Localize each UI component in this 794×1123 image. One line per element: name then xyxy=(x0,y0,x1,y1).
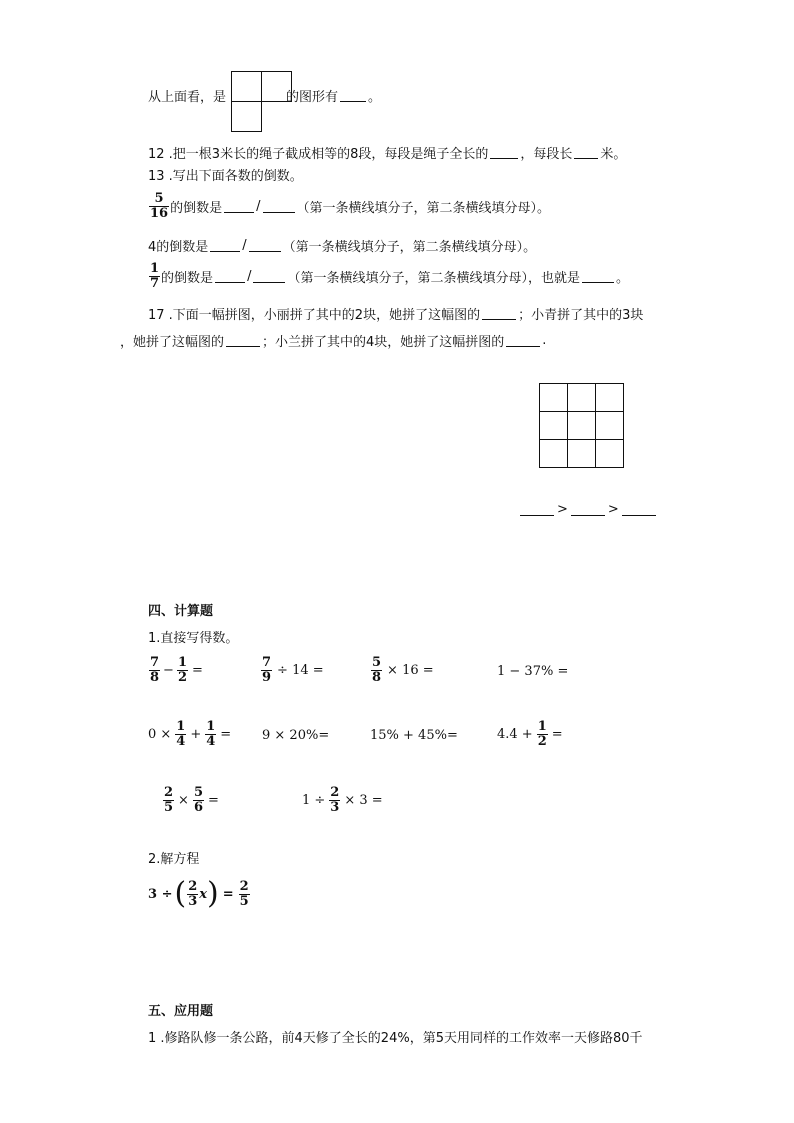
greater-than: > xyxy=(557,502,568,517)
q11-answer-blank[interactable] xyxy=(340,89,366,102)
q17-line1 xyxy=(148,304,643,323)
section4-p1-title: 1.直接写得数。 xyxy=(148,631,239,646)
q13-line1 xyxy=(148,192,550,221)
q17-line2 xyxy=(120,331,546,350)
q17-compare xyxy=(520,502,656,517)
puzzle-cell xyxy=(595,411,624,440)
calc-c1: $\frac{2}{5}$ × $\frac{5}{6}$ = xyxy=(164,785,219,815)
q13-line3-blank-result[interactable] xyxy=(582,270,614,283)
q12-blank-fraction[interactable] xyxy=(490,146,518,159)
slash: / xyxy=(242,238,247,253)
q13-line2 xyxy=(148,236,536,255)
puzzle-cell xyxy=(567,411,596,440)
q17-line2c: . xyxy=(542,333,547,348)
puzzle-cell xyxy=(539,383,568,412)
q12-line xyxy=(148,143,626,162)
puzzle-cell xyxy=(539,439,568,468)
calc-b1: 0 × $\frac{1}{4}$ + $\frac{1}{4}$ = xyxy=(148,719,232,749)
equation: 3 ÷ ( $\frac{2}{3}$ x ) = $\frac{2}{5}$ xyxy=(148,876,249,911)
q13-line3 xyxy=(148,262,629,291)
q12-blank-length[interactable] xyxy=(574,146,598,159)
q13-line3-blank-num[interactable] xyxy=(215,270,245,283)
q12-text2: ，每段长 xyxy=(520,147,573,162)
q17-line1a: 17 .下面一幅拼图，小丽拼了其中的2块，她拼了这幅图的 xyxy=(148,308,481,323)
q17-blank-li[interactable] xyxy=(482,307,516,320)
top-view-cell xyxy=(231,71,262,102)
q13-line3-end: 。 xyxy=(615,271,629,286)
slash: / xyxy=(247,269,252,284)
puzzle-cell xyxy=(595,439,624,468)
q13-line3-blank-den[interactable] xyxy=(253,270,285,283)
top-view-cell xyxy=(261,71,292,102)
q13-line2-text: 4的倒数是 xyxy=(148,240,209,255)
q13-line1-blank-num[interactable] xyxy=(224,200,254,213)
q11-prefix: 从上面看，是 xyxy=(148,90,227,105)
q11-suffix: 的图形有 xyxy=(286,90,339,105)
q13-line3-note: （第一条横线填分子，第二条横线填分母），也就是 xyxy=(287,271,580,286)
q13-line1-text: 的倒数是 xyxy=(170,201,223,216)
q17-line2b: ；小兰拼了其中的4块，她拼了这幅拼图的 xyxy=(262,335,505,350)
section4-p2-title: 2.解方程 xyxy=(148,852,200,867)
compare-blank-3[interactable] xyxy=(622,503,656,516)
calc-b4: 4.4 + $\frac{1}{2}$ = xyxy=(497,719,563,749)
puzzle-cell xyxy=(567,383,596,412)
section5-p1: 1 .修路队修一条公路，前4天修了全长的24%，第5天用同样的工作效率一天修路80千 xyxy=(148,1031,643,1046)
calc-a3: $\frac{5}{8}$ × 16 = xyxy=(372,655,434,685)
q17-line2a: ，她拼了这幅图的 xyxy=(120,335,225,350)
section4-title: 四、计算题 xyxy=(148,604,214,619)
compare-blank-1[interactable] xyxy=(520,503,554,516)
q13-line2-blank-den[interactable] xyxy=(249,239,281,252)
q12-text3: 米。 xyxy=(600,147,627,162)
q13-line2-blank-num[interactable] xyxy=(210,239,240,252)
q17-blank-qing[interactable] xyxy=(226,334,260,347)
puzzle-cell xyxy=(595,383,624,412)
top-view-cell xyxy=(231,101,262,132)
calc-a1: $\frac{7}{8}$ − $\frac{1}{2}$ = xyxy=(150,655,203,685)
fraction-5-16: $\frac{5}{16}$ xyxy=(150,191,169,221)
q13-line3-text: 的倒数是 xyxy=(161,271,214,286)
q12-text1: 12 .把一根3米长的绳子截成相等的8段，每段是绳子全长的 xyxy=(148,147,489,162)
calc-a4: 1 − 37% = xyxy=(497,664,569,679)
section5-title: 五、应用题 xyxy=(148,1004,214,1019)
greater-than: > xyxy=(607,502,619,517)
q11-end: 。 xyxy=(368,90,382,105)
q13-title: 13 .写出下面各数的倒数。 xyxy=(148,169,303,184)
q13-line2-note: （第一条横线填分子，第二条横线填分母）。 xyxy=(282,240,537,255)
compare-blank-2[interactable] xyxy=(571,503,605,516)
puzzle-cell xyxy=(539,411,568,440)
calc-b2: 9 × 20%= xyxy=(262,728,330,743)
fraction-1-7: $\frac{1}{7}$ xyxy=(150,261,160,291)
slash: / xyxy=(256,199,261,214)
calc-b3: 15% + 45%= xyxy=(370,728,458,743)
q13-line1-blank-den[interactable] xyxy=(263,200,295,213)
q17-line1b: ；小青拼了其中的3块 xyxy=(518,308,644,323)
puzzle-cell xyxy=(567,439,596,468)
q17-blank-lan[interactable] xyxy=(506,334,540,347)
calc-c2: 1 ÷ $\frac{2}{3}$ × 3 = xyxy=(302,785,383,815)
q13-line1-note: （第一条横线填分子，第二条横线填分母）。 xyxy=(296,201,551,216)
calc-a2: $\frac{7}{9}$ ÷ 14 = xyxy=(262,655,324,685)
